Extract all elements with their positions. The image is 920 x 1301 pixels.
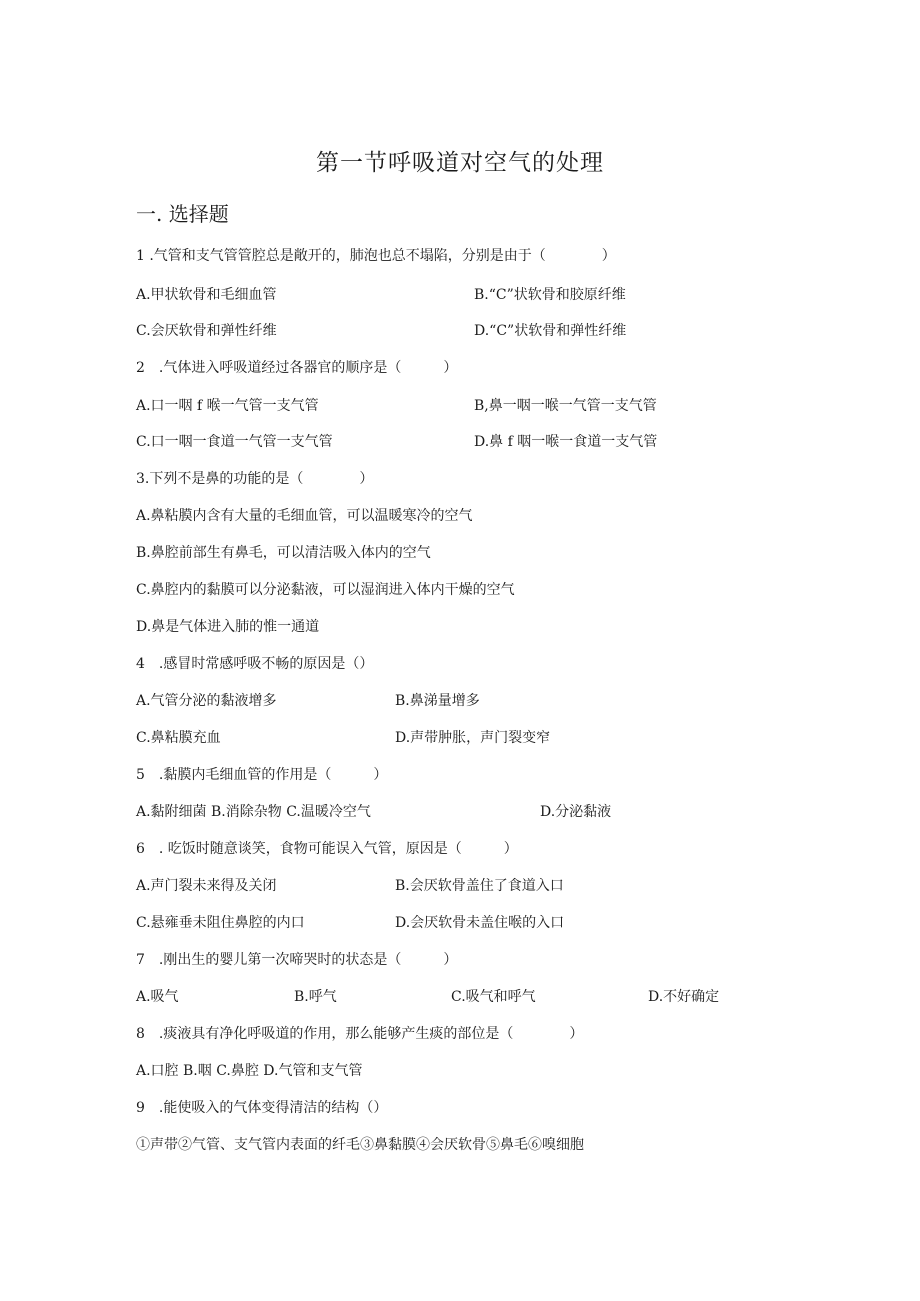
question-5-options-abc: A.黏附细菌 B.消除杂物 C.温暖冷空气 [136,804,371,820]
question-4-option-c: C.鼻粘膜充血 [136,730,221,746]
question-1-option-a: A.甲状软骨和毛细血管 [136,287,277,303]
page-title: 第一节呼吸道对空气的处理 [316,150,604,176]
question-5-option-d: D.分泌黏液 [540,804,612,820]
question-2-option-b: B,鼻一咽一喉一气管一支气管 [474,398,657,414]
question-2-option-a: A.口一咽 f 喉一气管一支气管 [136,398,319,414]
question-7-option-d: D.不好确定 [648,989,720,1005]
question-8-stem: 8 .痰液具有净化呼吸道的作用，那么能够产生痰的部位是（ ） [136,1026,584,1042]
question-7-option-b: B.呼气 [294,989,337,1005]
question-1-option-c: C.会厌软骨和弹性纤维 [136,323,277,339]
question-2-stem: 2 .气体进入呼吸道经过各器官的顺序是（ ） [136,360,458,376]
question-6-stem: 6 . 吃饭时随意谈笑，食物可能误入气管，原因是（ ） [136,841,518,857]
section-heading: 一. 选择题 [136,202,229,226]
question-6-option-d: D.会厌软骨未盖住喉的入口 [395,915,565,931]
question-4-option-b: B.鼻涕量增多 [395,693,480,709]
question-9-stem: 9 .能使吸入的气体变得清洁的结构（） [136,1100,388,1116]
question-6-option-b: B.会厌软骨盖住了食道入口 [395,878,564,894]
question-7-option-c: C.吸气和呼气 [451,989,536,1005]
question-4-stem: 4 .感冒时常感呼吸不畅的原因是（） [136,656,374,672]
question-1-option-b: B.“C”状软骨和胶原纤维 [474,287,626,303]
question-7-option-a: A.吸气 [136,989,179,1005]
question-3-option-a: A.鼻粘膜内含有大量的毛细血管，可以温暖寒冷的空气 [136,508,473,524]
question-3-stem: 3.下列不是鼻的功能的是（ ） [136,471,374,487]
question-9-choices: ①声带②气管、支气管内表面的纤毛③鼻黏膜④会厌软骨⑤鼻毛⑥嗅细胞 [136,1137,584,1153]
question-1-option-d: D.“C”状软骨和弹性纤维 [474,323,627,339]
question-7-stem: 7 .刚出生的婴儿第一次啼哭时的状态是（ ） [136,952,458,968]
question-6-option-a: A.声门裂未来得及关闭 [136,878,277,894]
question-3-option-b: B.鼻腔前部生有鼻毛，可以清洁吸入体内的空气 [136,545,431,561]
question-3-option-d: D.鼻是气体进入肺的惟一通道 [136,619,320,635]
question-6-option-c: C.悬雍垂未阻住鼻腔的内口 [136,915,305,931]
question-3-option-c: C.鼻腔内的黏膜可以分泌黏液，可以湿润进入体内干燥的空气 [136,582,515,598]
question-8-options: A.口腔 B.咽 C.鼻腔 D.气管和支气管 [136,1063,363,1079]
question-2-option-d: D.鼻 f 咽一喉一食道一支气管 [474,434,658,450]
question-4-option-d: D.声带肿胀，声门裂变窄 [395,730,551,746]
question-5-stem: 5 .黏膜内毛细血管的作用是（ ） [136,767,388,783]
question-1-stem: 1 .气管和支气管管腔总是敞开的，肺泡也总不塌陷，分别是由于（ ） [136,248,616,264]
question-4-option-a: A.气管分泌的黏液增多 [136,693,277,709]
question-2-option-c: C.口一咽一食道一气管一支气管 [136,434,333,450]
